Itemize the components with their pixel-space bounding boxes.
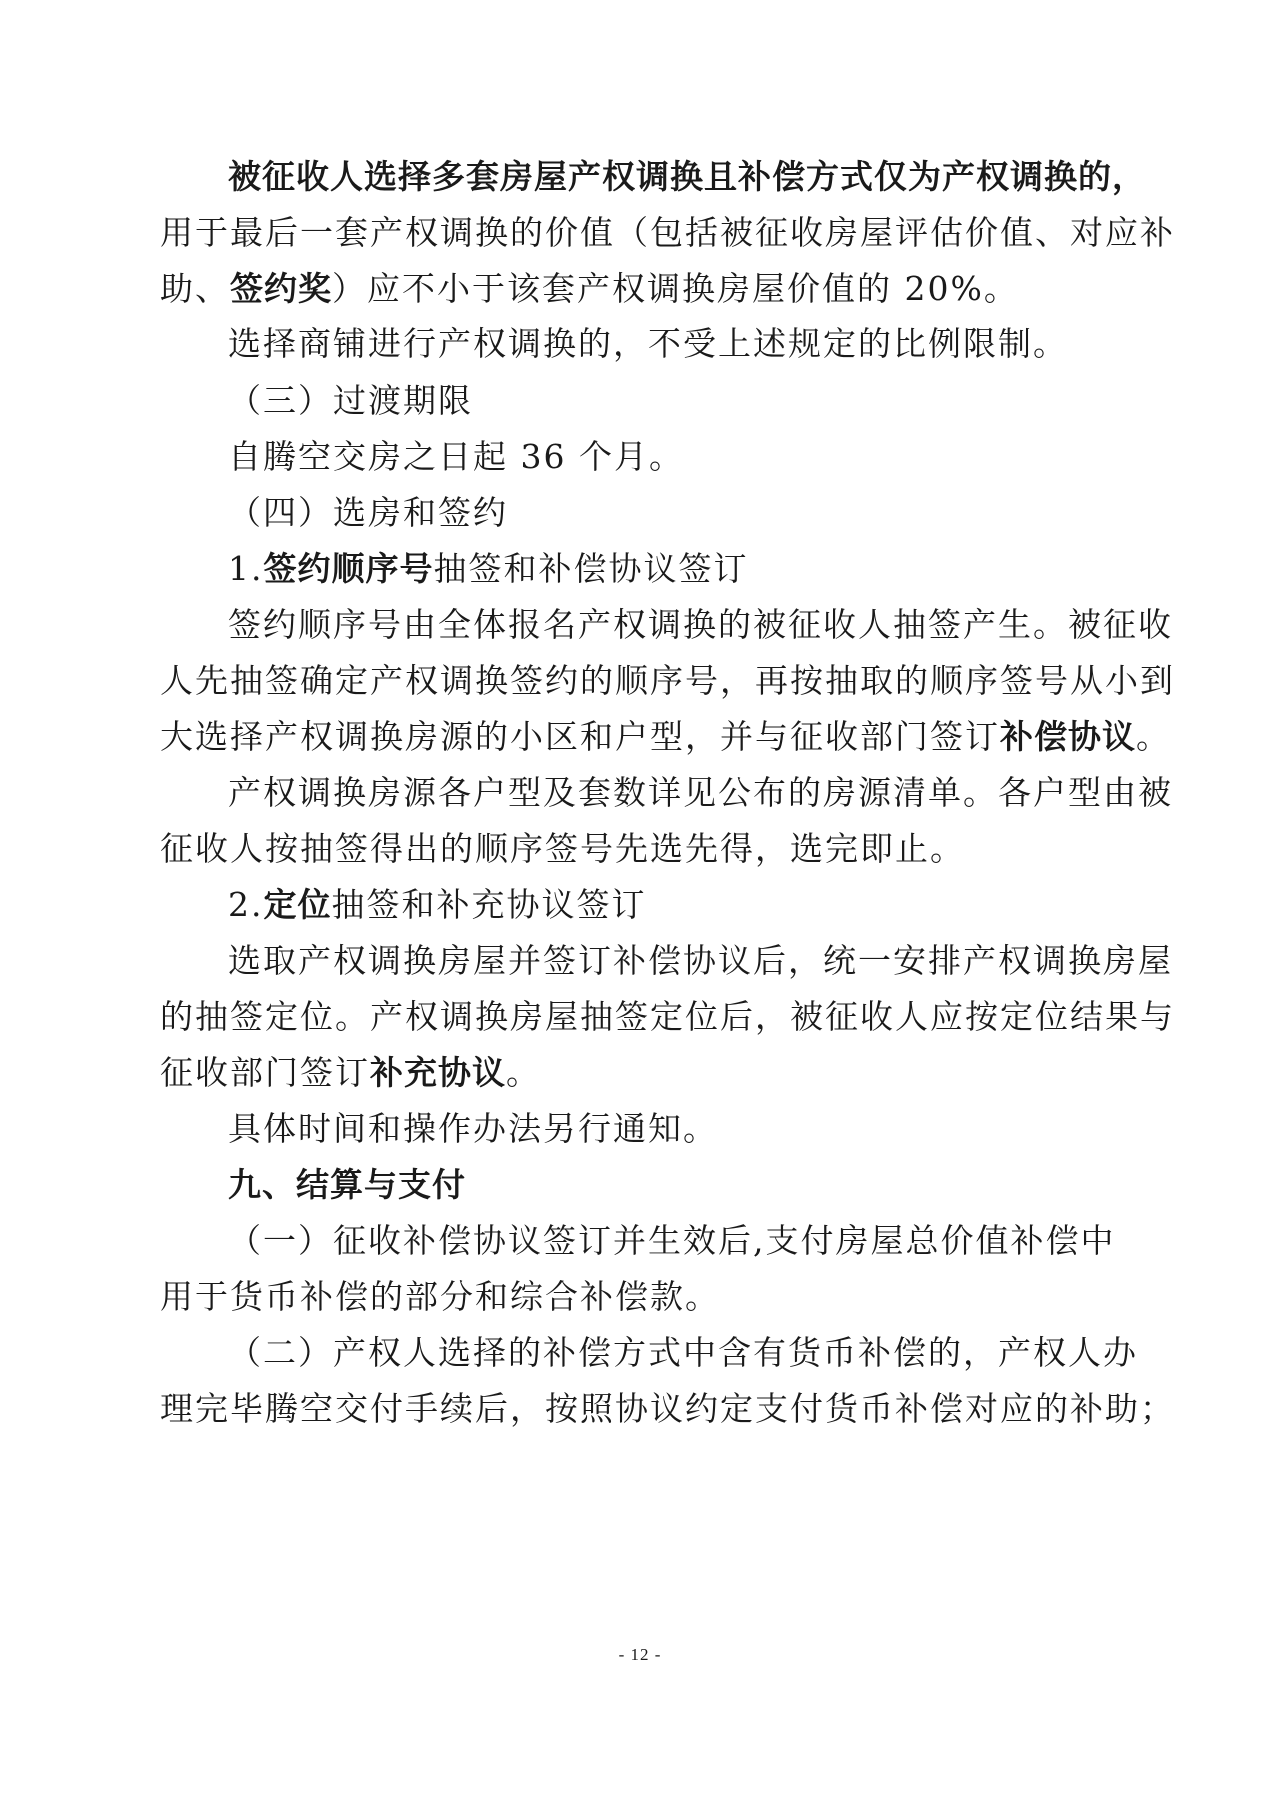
text-run: 抽签和补偿协议签订	[433, 549, 749, 588]
paragraph-line	[228, 772, 1173, 814]
paragraph-line	[228, 1220, 1120, 1262]
paragraph-line	[228, 1108, 1120, 1150]
paragraph-line	[228, 436, 1120, 478]
paragraph-line	[228, 156, 1146, 198]
text-run: （一）征收补偿协议签订并生效后,支付房屋总价值补偿中	[228, 1221, 1116, 1260]
paragraph-line	[160, 996, 1175, 1038]
paragraph-line	[160, 716, 1171, 758]
text-run: 助、	[160, 269, 230, 308]
text-run: 选取产权调换房屋并签订补偿协议后，统一安排产权调换房屋	[228, 941, 1173, 980]
paragraph-line	[160, 828, 1120, 870]
text-run: 征收部门签订	[160, 1053, 370, 1092]
text-run: 签约顺序号由全体报名产权调换的被征收人抽签产生。被征收	[228, 605, 1173, 644]
paragraph-line	[160, 1052, 1120, 1094]
text-run: 理完毕腾空交付手续后，按照协议约定支付货币补偿对应的补助；	[160, 1389, 1175, 1428]
emphasized-text: 签约奖	[230, 269, 332, 308]
emphasized-text: 补充协议	[370, 1053, 506, 1092]
section-heading	[228, 492, 1120, 534]
text-run: 自腾空交房之日起 36 个月。	[228, 437, 684, 476]
text-run: 人先抽签确定产权调换签约的顺序号，再按抽取的顺序签号从小到	[160, 661, 1175, 700]
text-run: 抽签和补充协议签订	[331, 885, 647, 924]
text-run: ）应不小于该套产权调换房屋价值的 20%。	[332, 269, 1019, 308]
paragraph-line	[228, 323, 1120, 365]
text-run: 用于最后一套产权调换的价值（包括被征收房屋评估价值、对应补	[160, 213, 1175, 252]
paragraph-line	[160, 660, 1175, 702]
paragraph-line	[228, 1332, 1138, 1374]
paragraph-line	[160, 212, 1175, 254]
text-run: 用于货币补偿的部分和综合补偿款。	[160, 1277, 720, 1316]
text-run: 2.	[228, 885, 264, 924]
emphasized-text: 补偿协议	[1000, 717, 1136, 756]
text-run: 选择商铺进行产权调换的，不受上述规定的比例限制。	[228, 324, 1068, 363]
section-heading	[228, 380, 1120, 422]
text-run: 。	[1136, 717, 1171, 756]
text-run: （二）产权人选择的补偿方式中含有货币补偿的，产权人办	[228, 1333, 1138, 1372]
section-heading	[228, 1164, 1120, 1206]
paragraph-line	[228, 604, 1173, 646]
paragraph-line	[160, 268, 1120, 310]
emphasized-text: 九、结算与支付	[228, 1165, 466, 1204]
text-run: （三）过渡期限	[228, 381, 473, 420]
text-run: 具体时间和操作办法另行通知。	[228, 1109, 718, 1148]
paragraph-line	[160, 1276, 1120, 1318]
text-run: 1.	[228, 549, 264, 588]
page-number: - 12 -	[618, 1645, 662, 1664]
text-run: 。	[506, 1053, 541, 1092]
subsection-heading	[228, 884, 1120, 926]
subsection-heading	[228, 548, 1120, 590]
text-run: （四）选房和签约	[228, 493, 508, 532]
emphasized-text: 被征收人选择多套房屋产权调换且补偿方式仅为产权调换的，	[228, 157, 1146, 196]
paragraph-line	[160, 1388, 1175, 1430]
emphasized-text: 签约顺序号	[263, 549, 434, 588]
text-run: 产权调换房源各户型及套数详见公布的房源清单。各户型由被	[228, 773, 1173, 812]
text-run: 征收人按抽签得出的顺序签号先选先得，选完即止。	[160, 829, 965, 868]
emphasized-text: 定位	[263, 885, 332, 924]
text-run: 的抽签定位。产权调换房屋抽签定位后，被征收人应按定位结果与	[160, 997, 1175, 1036]
paragraph-line	[228, 940, 1173, 982]
text-run: 大选择产权调换房源的小区和户型，并与征收部门签订	[160, 717, 1000, 756]
